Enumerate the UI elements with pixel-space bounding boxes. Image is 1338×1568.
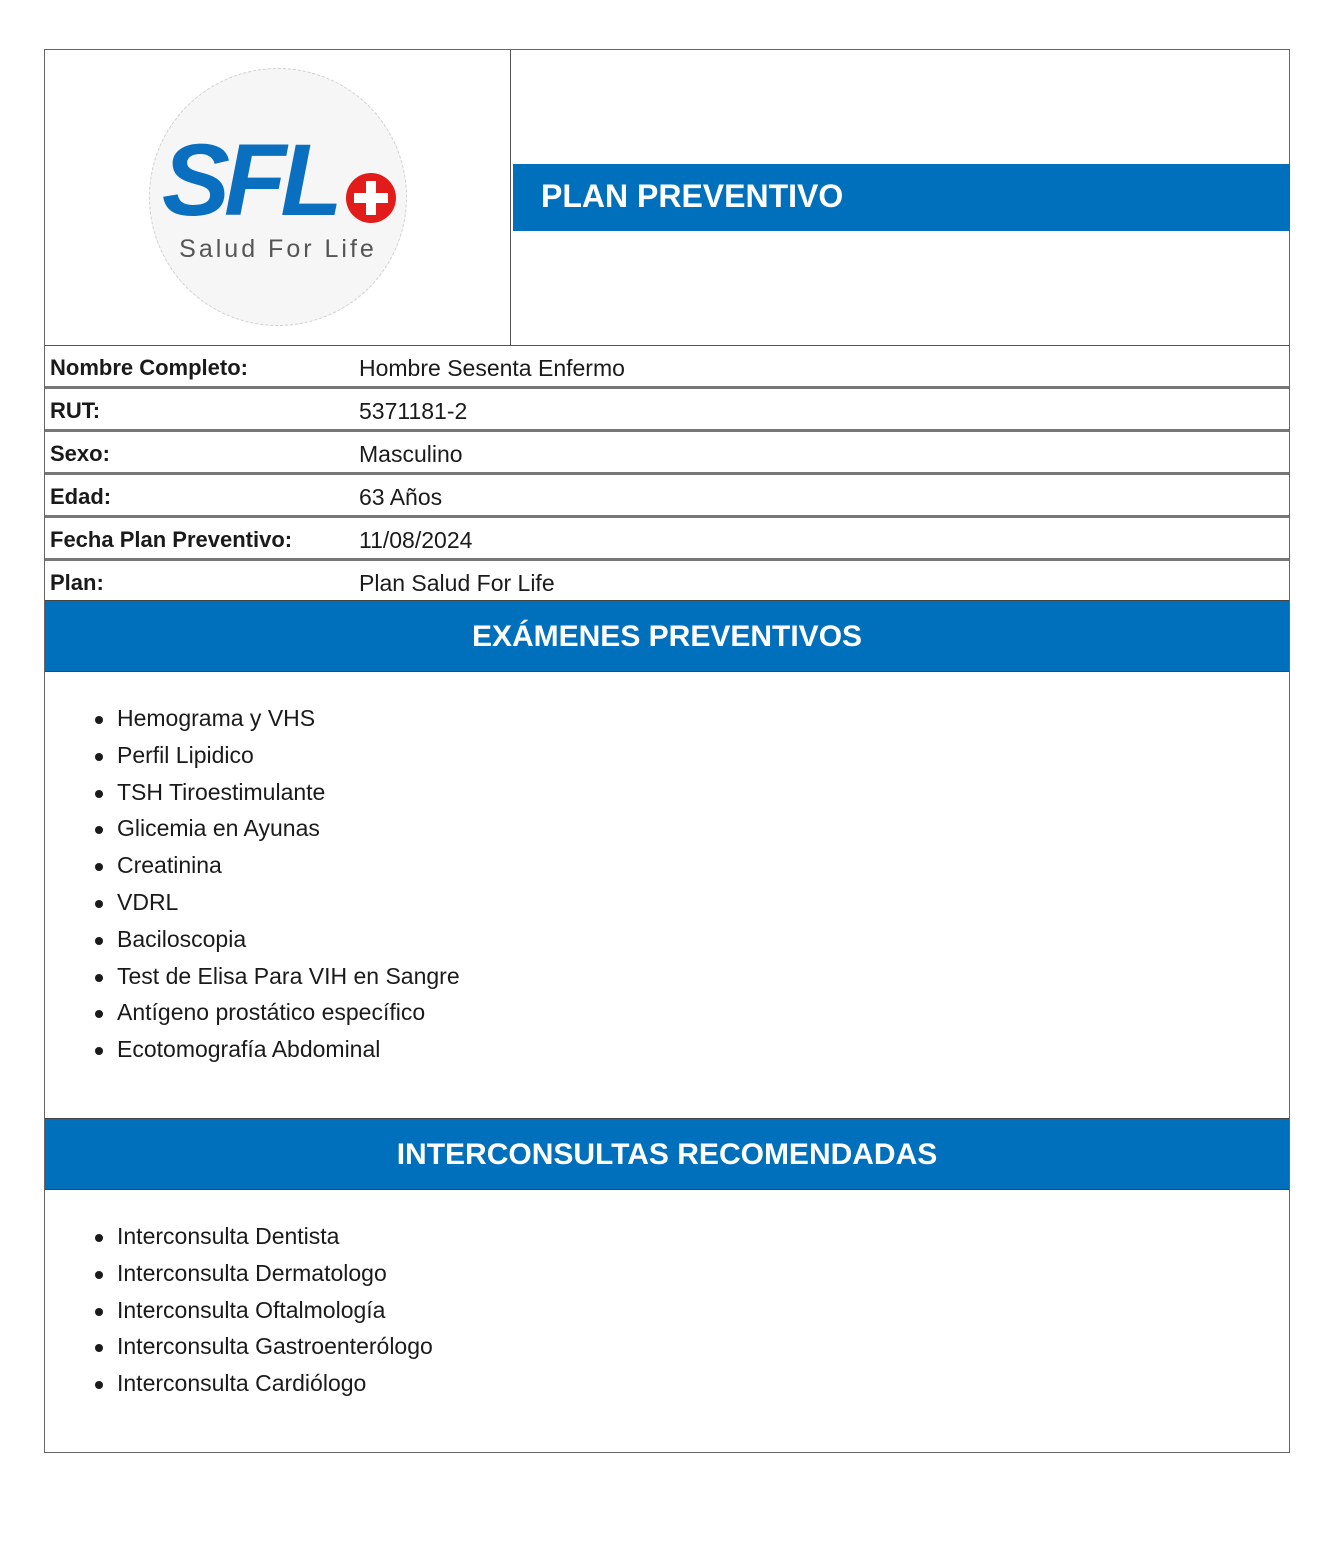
list-item: Test de Elisa Para VIH en Sangre bbox=[45, 960, 460, 997]
exams-section-title: EXÁMENES PREVENTIVOS bbox=[471, 620, 863, 653]
list-item: VDRL bbox=[45, 886, 460, 923]
list-item: TSH Tiroestimulante bbox=[45, 776, 460, 813]
consults-list bbox=[45, 1220, 433, 1404]
info-label: Plan: bbox=[50, 570, 104, 595]
list-item: Antígeno prostático específico bbox=[45, 996, 460, 1033]
info-label: Fecha Plan Preventivo: bbox=[50, 527, 293, 552]
list-item: Interconsulta Dermatologo bbox=[45, 1257, 433, 1294]
info-label: Sexo: bbox=[50, 441, 110, 466]
info-row-date bbox=[45, 518, 1289, 561]
consults-section-title: INTERCONSULTAS RECOMENDADAS bbox=[396, 1138, 938, 1171]
list-item: Interconsulta Cardiólogo bbox=[45, 1367, 433, 1404]
info-row-age bbox=[45, 475, 1289, 518]
info-row-name bbox=[45, 346, 1289, 389]
list-item: Ecotomografía Abdominal bbox=[45, 1033, 460, 1070]
info-value: Hombre Sesenta Enfermo bbox=[359, 355, 625, 381]
red-cross-icon bbox=[346, 173, 396, 223]
logo-cell bbox=[45, 50, 511, 345]
list-item: Hemograma y VHS bbox=[45, 702, 460, 739]
list-item: Interconsulta Dentista bbox=[45, 1220, 433, 1257]
consults-section-header bbox=[45, 1118, 1289, 1190]
info-label: Edad: bbox=[50, 484, 112, 509]
info-label: RUT: bbox=[50, 398, 101, 423]
logo-tagline: Salud For Life bbox=[179, 235, 377, 263]
document-title: PLAN PREVENTIVO bbox=[541, 178, 844, 214]
info-row-sex bbox=[45, 432, 1289, 475]
exams-list bbox=[45, 702, 460, 1070]
info-value: Masculino bbox=[359, 441, 463, 467]
patient-info-table bbox=[45, 345, 1289, 603]
sfl-logo bbox=[149, 68, 407, 326]
info-label: Nombre Completo: bbox=[50, 355, 248, 380]
list-item: Creatinina bbox=[45, 849, 460, 886]
list-item: Interconsulta Oftalmología bbox=[45, 1294, 433, 1331]
preventive-plan-document bbox=[44, 49, 1290, 1453]
info-value: 63 Años bbox=[359, 484, 443, 510]
exams-section-header bbox=[45, 600, 1289, 672]
info-row-rut bbox=[45, 389, 1289, 432]
list-item: Perfil Lipidico bbox=[45, 739, 460, 776]
list-item: Glicemia en Ayunas bbox=[45, 812, 460, 849]
document-title-bar bbox=[513, 164, 1290, 231]
info-row-plan bbox=[45, 561, 1289, 603]
info-value: 11/08/2024 bbox=[359, 527, 473, 553]
info-value: 5371181-2 bbox=[359, 398, 468, 424]
list-item: Baciloscopia bbox=[45, 923, 460, 960]
info-value: Plan Salud For Life bbox=[359, 570, 555, 596]
logo-brand: SFL bbox=[162, 123, 337, 237]
list-item: Interconsulta Gastroenterólogo bbox=[45, 1330, 433, 1367]
